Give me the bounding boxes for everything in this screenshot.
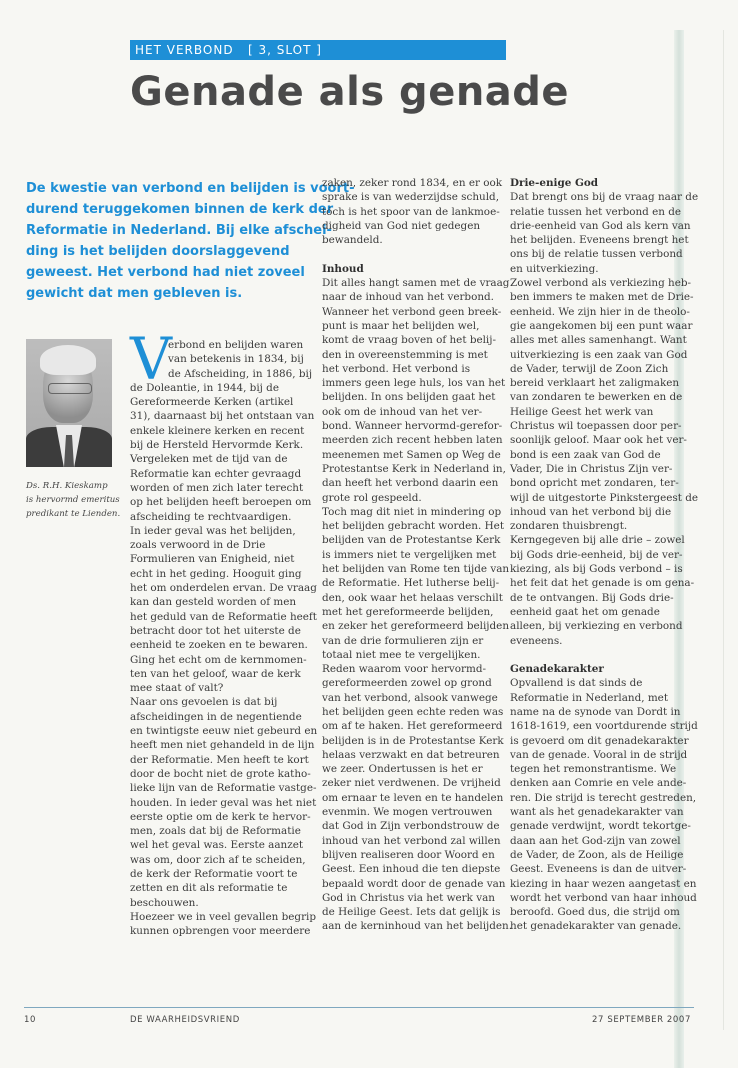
- text-line: en twintigste eeuw niet gebeurd en: [130, 725, 318, 738]
- text-line: belijden van de Protestantse Kerk: [322, 534, 501, 547]
- text-line: den in overeenstemming is met: [322, 348, 488, 361]
- text-line: is gevoerd om dit genadekarakter: [510, 734, 689, 747]
- text-line: lieke lijn van de Reformatie vastge-: [130, 782, 317, 795]
- text-line: de kerk der Reformatie voort te: [130, 867, 298, 880]
- text-line: tóch is het spoor van de lankmoe-: [322, 205, 500, 218]
- text-line: Toch mag dit niet in mindering op: [322, 505, 502, 518]
- text-line: helaas verzwakt en dat betreuren: [322, 748, 500, 761]
- page-number: 10: [24, 1015, 37, 1025]
- text-line: ons bij de relatie tussen verbond: [510, 248, 683, 261]
- text-line: eenheid gaat het om genade: [510, 605, 660, 618]
- text-line: ten van het geloof, waar de kerk: [130, 667, 301, 680]
- text-line: blijven realiseren door Woord en: [322, 848, 495, 861]
- text-line: bij de Hersteld Hervormde Kerk.: [130, 439, 304, 452]
- text-line: Vader, Die in Christus Zijn ver-: [510, 462, 673, 475]
- text-line: daan aan het God-zijn van zowel: [510, 834, 681, 847]
- text-line: genade verdwijnt, wordt tekortge-: [510, 820, 691, 833]
- text-line: beroofd. Goed dus, die strijd om: [510, 906, 680, 919]
- text-line: van zondaren te bewerken en de: [510, 391, 683, 404]
- text-line: durend teruggekomen binnen de kerk der: [26, 202, 334, 217]
- text-line: totaal niet mee te vergelijken.: [322, 648, 481, 661]
- author-photo: [26, 339, 112, 467]
- subheading-inhoud: Inhoud: [322, 262, 364, 275]
- text-line: relatie tussen het verbond en de: [510, 205, 682, 218]
- text-line: zeker niet verdwenen. De vrijheid: [322, 777, 501, 790]
- text-line: de Reformatie. Het lutherse belij-: [322, 577, 500, 590]
- text-line: meenemen met Samen op Weg de: [322, 448, 501, 461]
- text-line: denken aan Comrie en vele ande-: [510, 777, 687, 790]
- text-line: grote rol gespeeld.: [322, 491, 422, 504]
- text-line: bij Gods drie-eenheid, bij de ver-: [510, 548, 683, 561]
- section-kicker: HET VERBOND [ 3, SLOT ]: [130, 40, 506, 60]
- text-line: Vergeleken met de tijd van de: [130, 453, 288, 466]
- caption-line: Ds. R.H. Kieskamp: [26, 481, 108, 491]
- text-line: God in Christus via het werk van: [322, 891, 495, 904]
- text-line: Naar ons gevoelen is dat bij: [130, 696, 278, 709]
- text-line: Wanneer het verbond geen breek-: [322, 305, 502, 318]
- text-line: het belijden. Eveneens brengt het: [510, 234, 689, 247]
- text-line: Geest. Eveneens is dan de uitver-: [510, 863, 687, 876]
- text-line: Christus wil toepassen door per-: [510, 420, 682, 433]
- text-line: eveneens.: [510, 634, 563, 647]
- text-line: meerden zich recent hebben laten: [322, 434, 503, 447]
- text-line: wijl de uitgestorte Pinkstergeest de: [510, 491, 699, 504]
- text-line: evenmin. We mogen vertrouwen: [322, 806, 493, 819]
- text-line: name na de synode van Dordt in: [510, 705, 681, 718]
- text-line: Geest. Een inhoud die ten diepste: [322, 863, 501, 876]
- text-line: alles met alles samenhangt. Want: [510, 334, 687, 347]
- text-line: beschouwen.: [130, 896, 199, 909]
- issue-date: 27 SEPTEMBER 2007: [592, 1015, 691, 1025]
- text-line: komt de vraag boven of het belij-: [322, 334, 496, 347]
- text-line: het om onderdelen ervan. De vraag: [130, 582, 317, 595]
- text-line: afscheidingen in de negentiende: [130, 710, 302, 723]
- caption-line: predikant te Lienden.: [26, 509, 121, 519]
- text-line: enkele kleinere kerken en recent: [130, 424, 305, 437]
- portrait-hair: [40, 345, 96, 375]
- text-line: Zowel verbond als verkiezing heb-: [510, 277, 692, 290]
- text-line: inhoud van het verbond bij die: [510, 505, 672, 518]
- text-line: van de drie formulieren zijn er: [322, 634, 484, 647]
- text-line: bond opricht met zondaren, ter-: [510, 477, 679, 490]
- text-line: Protestantse Kerk in Nederland in,: [322, 462, 506, 475]
- text-line: om ernaar te leven en te handelen: [322, 791, 504, 804]
- text-line: bond. Wanneer hervormd-gerefor-: [322, 420, 503, 433]
- caption-line: is hervormd emeritus: [26, 495, 120, 505]
- text-line: we zeer. Ondertussen is het er: [322, 763, 483, 776]
- text-line: betracht door tot het uiterste de: [130, 624, 301, 637]
- text-line: houden. In ieder geval was het niet: [130, 796, 317, 809]
- text-line: kunnen opbrengen voor meerdere: [130, 925, 311, 938]
- text-line: zetten en dit als reformatie te: [130, 882, 288, 895]
- text-line: bereid verklaart het zaligmaken: [510, 377, 680, 390]
- text-line: het belijden gebracht worden. Het: [322, 520, 504, 533]
- text-line: Opvallend is dat sinds de: [510, 677, 643, 690]
- magazine-name: DE WAARHEIDSVRIEND: [130, 1015, 240, 1025]
- text-line: 1618-1619, een voortdurende strijd: [510, 720, 698, 733]
- text-line: Reden waarom voor hervormd-: [322, 663, 486, 676]
- subheading-genadekarakter: Genadekarakter: [510, 663, 604, 676]
- text-line: zondaren thuisbrengt.: [510, 520, 628, 533]
- text-line: punt is maar het belijden wel,: [322, 319, 480, 332]
- text-line: om af te haken. Het gereformeerd: [322, 720, 503, 733]
- text-line: op het belijden heeft beroepen om: [130, 496, 312, 509]
- text-line: de Afscheiding, in 1886, bij: [168, 367, 313, 380]
- portrait-glasses: [48, 383, 92, 394]
- text-line: tegen het remonstrantisme. We: [510, 763, 677, 776]
- text-line: kiezing, als bij Gods verbond – is: [510, 563, 683, 576]
- text-line: van betekenis in 1834, bij: [168, 353, 304, 366]
- text-line: Formulieren van Enigheid, niet: [130, 553, 295, 566]
- text-line: eenheid. We zijn hier in de theolo-: [510, 305, 690, 318]
- text-line: eerste optie om de kerk te hervor-: [130, 810, 311, 823]
- text-line: Hoezeer we in veel gevallen begrip: [130, 910, 317, 923]
- text-line: Heilige Geest het werk van: [510, 405, 654, 418]
- text-line: In ieder geval was het belijden,: [130, 524, 296, 537]
- text-line: belijden is in de Protestantse Kerk: [322, 734, 504, 747]
- text-line: worden of men zich later terecht: [130, 481, 304, 494]
- text-line: Dit alles hangt samen met de vraag: [322, 277, 510, 290]
- text-line: belijden. In ons belijden gaat het: [322, 391, 496, 404]
- text-line: gewicht dat men gebleven is.: [26, 286, 243, 301]
- text-line: Reformatie in Nederland, met: [510, 691, 669, 704]
- subheading-drie-enige-god: Drie-enige God: [510, 177, 599, 189]
- text-line: naar de inhoud van het verbond.: [322, 291, 494, 304]
- text-line: der Reformatie. Men heeft te kort: [130, 753, 309, 766]
- text-line: zaken, zeker rond 1834, en er ook: [322, 177, 503, 189]
- text-line: sprake is van wederzijdse schuld,: [322, 191, 499, 204]
- text-line: ben immers te maken met de Drie-: [510, 291, 694, 304]
- text-line: inhoud van het verbond zal willen: [322, 834, 501, 847]
- text-line: en uitverkiezing.: [510, 262, 599, 275]
- text-line: het geduld van de Reformatie heeft: [130, 610, 317, 623]
- text-line: met het gereformeerde belijden,: [322, 605, 494, 618]
- text-line: wel het geval was. Eerste aanzet: [130, 839, 304, 852]
- text-line: de Vader, terwijl de Zoon Zich: [510, 362, 669, 375]
- text-line: bepaald wordt door de genade van: [322, 877, 506, 890]
- text-line: eenheid te zoeken en te bewaren.: [130, 639, 308, 652]
- text-line: de Doleantie, in 1944, bij de: [130, 381, 279, 394]
- text-line: zoals verwoord in de Drie: [130, 539, 266, 552]
- text-line: van de genade. Vooral in de strijd: [510, 748, 688, 761]
- text-line: aan de kerninhoud van het belijden.: [322, 920, 513, 933]
- text-line: het belijden geen echte reden was: [322, 705, 504, 718]
- text-line: wordt het verbond van haar inhoud: [510, 891, 697, 904]
- text-line: de Vader, de Zoon, als de Heilige: [510, 848, 684, 861]
- text-line: 31), daarnaast bij het ontstaan van: [130, 410, 315, 423]
- text-line: digheid van God niet gedegen: [322, 219, 481, 232]
- text-line: geweest. Het verbond had niet zoveel: [26, 265, 305, 280]
- text-line: Gereformeerde Kerken (artikel: [130, 396, 294, 409]
- body-column-2: [322, 176, 513, 934]
- footer-rule: [24, 1007, 694, 1008]
- text-line: alleen, bij verkiezing en verbond: [510, 620, 683, 633]
- text-line: was om, door zich af te scheiden,: [130, 853, 306, 866]
- text-line: bewandeld.: [322, 234, 383, 247]
- text-line: kan dan gesteld worden of men: [130, 596, 297, 609]
- text-line: van het verbond, alsook vanwege: [322, 691, 498, 704]
- text-line: de te ontvangen. Bij Gods drie-: [510, 591, 674, 604]
- text-line: men, zoals dat bij de Reformatie: [130, 825, 301, 838]
- text-line: ren. Die strijd is terecht gestreden,: [510, 791, 697, 804]
- text-line: het feit dat het genade is om gena-: [510, 577, 695, 590]
- text-line: bond is een zaak van God de: [510, 448, 661, 461]
- text-line: het belijden van Rome ten tijde van: [322, 563, 510, 576]
- drop-cap: V: [130, 325, 172, 393]
- text-line: ding is het belijden doorslaggevend: [26, 244, 290, 259]
- text-line: den, ook waar het helaas verschilt: [322, 591, 503, 604]
- text-line: gie aangekomen bij een punt waar: [510, 319, 693, 332]
- text-line: Reformatie kan echter gevraagd: [130, 467, 302, 480]
- text-line: dan heeft het verbond daarin een: [322, 477, 499, 490]
- author-caption: [26, 479, 126, 521]
- text-line: is immers niet te vergelijken met: [322, 548, 497, 561]
- page-edge: [723, 30, 724, 1030]
- text-line: echt in het geding. Hooguit ging: [130, 567, 302, 580]
- article-title: Genade als genade: [130, 69, 570, 115]
- text-line: immers geen lege huls, los van het: [322, 377, 506, 390]
- paragraph-gap: [322, 247, 508, 261]
- text-line: kiezing in haar wezen aangetast en: [510, 877, 697, 890]
- text-line: afscheiding te rechtvaardigen.: [130, 510, 292, 523]
- text-line: en zeker het gereformeerd belijden: [322, 620, 510, 633]
- text-line: drie-eenheid van God als kern van: [510, 219, 691, 232]
- paragraph-gap: [510, 648, 696, 662]
- text-line: door de bocht niet de grote katho-: [130, 767, 311, 780]
- text-line: heeft men niet gehandeld in de lijn: [130, 739, 315, 752]
- text-line: mee staat of valt?: [130, 682, 224, 695]
- text-line: dat God in Zijn verbondstrouw de: [322, 820, 500, 833]
- text-line: het genadekarakter van genade.: [510, 920, 682, 933]
- body-column-1: [130, 338, 316, 938]
- text-line: De kwestie van verbond en belijden is voort-: [26, 181, 355, 196]
- text-line: gereformeerden zowel op grond: [322, 677, 492, 690]
- text-line: soonlijk geloof. Maar ook het ver-: [510, 434, 687, 447]
- text-line: Dat brengt ons bij de vraag naar de: [510, 191, 699, 204]
- text-line: Ging het echt om de kernmomen-: [130, 653, 307, 666]
- text-line: de Heilige Geest. Iets dat gelijk is: [322, 906, 501, 919]
- text-line: Reformatie in Nederland. Bij elke afschei-: [26, 223, 332, 238]
- text-line: het verbond. Het verbond is: [322, 362, 471, 375]
- text-line: erbond en belijden waren: [168, 339, 304, 351]
- text-line: ook om de inhoud van het ver-: [322, 405, 483, 418]
- text-line: Kerngegeven bij alle drie – zowel: [510, 534, 685, 547]
- body-column-3: [510, 176, 699, 934]
- text-line: want als het genadekarakter van: [510, 806, 684, 819]
- text-line: uitverkiezing is een zaak van God: [510, 348, 688, 361]
